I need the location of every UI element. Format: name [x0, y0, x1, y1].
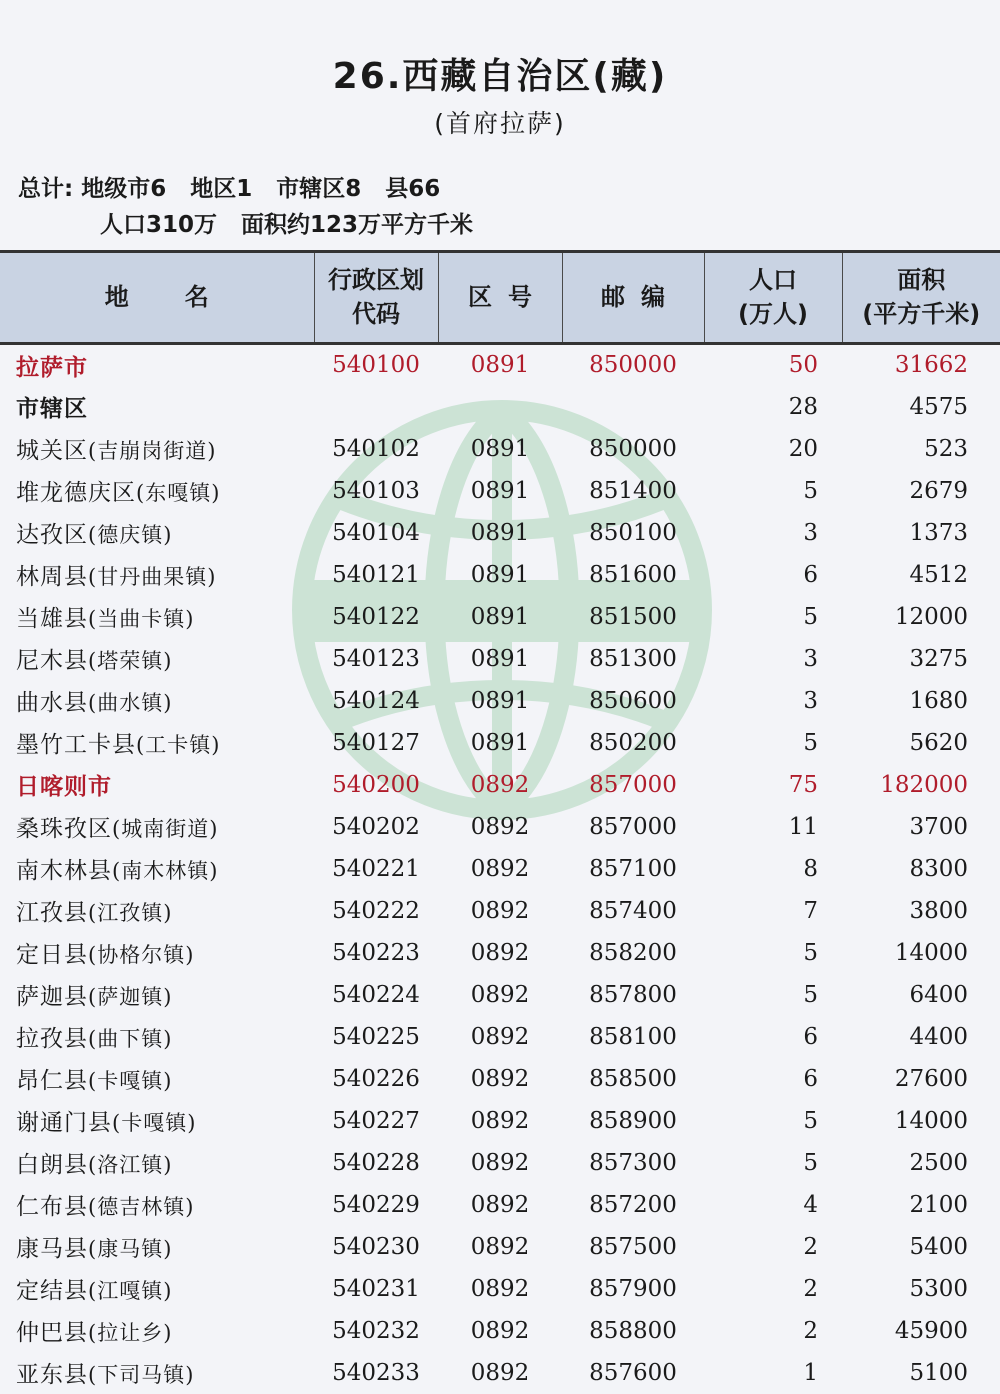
pop-cell: 3 — [803, 687, 818, 714]
area-code-cell: 0892 — [470, 939, 530, 966]
seat-location: (下司马镇) — [88, 1363, 195, 1387]
pop-cell: 6 — [803, 1065, 818, 1092]
pop-cell: 11 — [788, 813, 818, 840]
area-cell: 5620 — [909, 729, 968, 756]
admin-code-cell: 540102 — [332, 435, 420, 462]
place-name-text: 城关区 — [16, 438, 88, 464]
seat-location: (吉崩岗街道) — [88, 439, 217, 463]
post-cell: 850100 — [589, 519, 677, 546]
place-name-text: 拉萨市 — [16, 354, 88, 381]
place-name-text: 南木林县 — [16, 858, 112, 884]
area-cell: 182000 — [880, 771, 968, 798]
place-name-text: 萨迦县 — [16, 984, 88, 1010]
seat-location: (协格尔镇) — [88, 943, 195, 967]
admin-code-cell: 540230 — [332, 1233, 420, 1260]
place-name — [0, 1226, 314, 1268]
table-row — [0, 428, 1000, 470]
pop-cell: 20 — [788, 435, 818, 462]
area-code-cell: 0892 — [470, 1023, 530, 1050]
place-name — [0, 470, 314, 512]
place-name — [0, 680, 314, 722]
post-cell: 857400 — [589, 897, 677, 924]
admin-code-cell: 540231 — [332, 1275, 420, 1302]
place-name — [0, 1184, 314, 1226]
post-cell: 858500 — [589, 1065, 677, 1092]
post-cell: 858800 — [589, 1317, 677, 1344]
seat-location: (甘丹曲果镇) — [88, 565, 217, 589]
admin-code-cell: 540224 — [332, 981, 420, 1008]
post-cell: 858100 — [589, 1023, 677, 1050]
admin-code-cell: 540226 — [332, 1065, 420, 1092]
post-cell: 857600 — [589, 1359, 677, 1386]
table-row — [0, 806, 1000, 848]
table-row — [0, 1310, 1000, 1352]
table-row — [0, 1268, 1000, 1310]
place-name — [0, 974, 314, 1016]
column-header-area-code: 区号 — [438, 252, 562, 344]
area-code-cell: 0891 — [470, 603, 530, 630]
area-cell: 5400 — [909, 1233, 968, 1260]
area-code-cell: 0892 — [470, 813, 530, 840]
place-name — [0, 932, 314, 974]
admin-code-cell: 540104 — [332, 519, 420, 546]
pop-cell: 6 — [803, 561, 818, 588]
table-row — [0, 638, 1000, 680]
seat-location: (拉让乡) — [88, 1321, 173, 1345]
column-header-postcode: 邮编 — [562, 252, 704, 344]
table-row — [0, 932, 1000, 974]
pop-cell: 2 — [803, 1275, 818, 1302]
table-row — [0, 1100, 1000, 1142]
admin-code-cell: 540228 — [332, 1149, 420, 1176]
area-cell: 14000 — [894, 939, 968, 966]
seat-location: (洛江镇) — [88, 1153, 173, 1177]
table-row — [0, 1016, 1000, 1058]
place-name — [0, 1352, 314, 1394]
admin-code-cell: 540233 — [332, 1359, 420, 1386]
seat-location: (工卡镇) — [136, 733, 221, 757]
seat-location: (德庆镇) — [88, 523, 173, 547]
area-cell: 2679 — [909, 477, 968, 504]
post-cell: 857200 — [589, 1191, 677, 1218]
admin-code-cell: 540200 — [332, 771, 420, 798]
area-cell: 2500 — [909, 1149, 968, 1176]
area-code-cell: 0891 — [470, 435, 530, 462]
post-cell: 857100 — [589, 855, 677, 882]
seat-location: (卡嘎镇) — [112, 1111, 197, 1135]
admin-code-cell: 540122 — [332, 603, 420, 630]
seat-location: (塔荣镇) — [88, 649, 173, 673]
area-code-cell: 0891 — [470, 352, 530, 379]
area-cell: 3275 — [909, 645, 968, 672]
post-cell — [562, 386, 704, 428]
seat-location: (曲下镇) — [88, 1027, 173, 1051]
city-row — [0, 764, 1000, 806]
pop-cell: 5 — [803, 729, 818, 756]
pop-cell: 75 — [788, 771, 818, 798]
pop-cell: 2 — [803, 1233, 818, 1260]
pop-cell: 3 — [803, 645, 818, 672]
place-name — [0, 596, 314, 638]
place-name-text: 康马县 — [16, 1236, 88, 1262]
area-code-cell: 0892 — [470, 1191, 530, 1218]
place-name-text: 昂仁县 — [16, 1068, 88, 1094]
area-code-cell: 0892 — [470, 1275, 530, 1302]
column-header-name: 地名 — [0, 252, 314, 344]
admin-code-cell: 540121 — [332, 561, 420, 588]
admin-code-cell: 540123 — [332, 645, 420, 672]
table-header-row — [0, 252, 1000, 344]
area-cell: 45900 — [894, 1317, 968, 1344]
table-row — [0, 1142, 1000, 1184]
area-cell: 5100 — [909, 1359, 968, 1386]
table-row — [0, 974, 1000, 1016]
post-cell: 851600 — [589, 561, 677, 588]
post-cell: 850000 — [589, 352, 677, 379]
page-title: 26.西藏自治区(藏) — [332, 56, 668, 97]
table-row — [0, 722, 1000, 764]
place-name — [0, 1016, 314, 1058]
place-name — [0, 890, 314, 932]
area-code-cell: 0892 — [470, 771, 530, 798]
pop-cell: 5 — [803, 939, 818, 966]
area-cell: 8300 — [909, 855, 968, 882]
post-cell: 850200 — [589, 729, 677, 756]
summary-line-1: 总计: 地级市6 地区1 市辖区8 县66 — [18, 176, 441, 202]
area-cell: 4512 — [909, 561, 968, 588]
area-cell: 3700 — [909, 813, 968, 840]
place-name-text: 仲巴县 — [16, 1320, 88, 1346]
pop-cell: 50 — [788, 352, 818, 379]
table-row — [0, 890, 1000, 932]
place-name-text: 拉孜县 — [16, 1026, 88, 1052]
post-cell: 857900 — [589, 1275, 677, 1302]
area-code-cell: 0892 — [470, 1107, 530, 1134]
area-cell: 4575 — [909, 393, 968, 420]
area-code-cell: 0891 — [470, 477, 530, 504]
table-row — [0, 470, 1000, 512]
post-cell: 858200 — [589, 939, 677, 966]
city-row — [0, 344, 1000, 386]
area-cell: 4400 — [909, 1023, 968, 1050]
post-cell: 851300 — [589, 645, 677, 672]
place-name-text: 市辖区 — [16, 396, 88, 422]
area-cell: 14000 — [894, 1107, 968, 1134]
admin-code-cell: 540100 — [332, 352, 420, 379]
area-cell: 6400 — [909, 981, 968, 1008]
pop-cell: 4 — [803, 1191, 818, 1218]
post-cell: 857000 — [589, 771, 677, 798]
place-name-text: 定日县 — [16, 942, 88, 968]
place-name — [0, 638, 314, 680]
admin-code-cell: 540229 — [332, 1191, 420, 1218]
page-subtitle: (首府拉萨) — [434, 109, 566, 138]
area-code-cell: 0891 — [470, 729, 530, 756]
admin-code-cell: 540223 — [332, 939, 420, 966]
post-cell: 857000 — [589, 813, 677, 840]
place-name — [0, 848, 314, 890]
place-name — [0, 512, 314, 554]
seat-location: (曲水镇) — [88, 691, 173, 715]
seat-location: (德吉林镇) — [88, 1195, 195, 1219]
place-name-text: 亚东县 — [16, 1362, 88, 1388]
area-code-cell: 0892 — [470, 1317, 530, 1344]
area-code-cell: 0891 — [470, 645, 530, 672]
place-name — [0, 344, 314, 386]
seat-location: (当曲卡镇) — [88, 607, 195, 631]
post-cell: 851400 — [589, 477, 677, 504]
pop-cell: 5 — [803, 1149, 818, 1176]
table-row — [0, 1058, 1000, 1100]
area-code-cell: 0892 — [470, 1359, 530, 1386]
admin-code-cell — [314, 386, 438, 428]
column-header-area: 面积 (平方千米) — [842, 252, 1000, 344]
post-cell: 857500 — [589, 1233, 677, 1260]
place-name-text: 谢通门县 — [16, 1110, 112, 1136]
column-header-code: 行政区划 代码 — [314, 252, 438, 344]
division-table — [0, 250, 1000, 1394]
place-name-text: 尼木县 — [16, 648, 88, 674]
area-cell: 1680 — [909, 687, 968, 714]
table-row — [0, 1352, 1000, 1394]
place-name-text: 桑珠孜区 — [16, 816, 112, 842]
pop-cell: 6 — [803, 1023, 818, 1050]
area-code-cell: 0892 — [470, 897, 530, 924]
pop-cell: 5 — [803, 981, 818, 1008]
area-cell: 2100 — [909, 1191, 968, 1218]
place-name — [0, 1058, 314, 1100]
admin-code-cell: 540222 — [332, 897, 420, 924]
area-code-cell: 0892 — [470, 1065, 530, 1092]
table-row — [0, 554, 1000, 596]
post-cell: 850000 — [589, 435, 677, 462]
place-name — [0, 428, 314, 470]
pop-cell: 5 — [803, 603, 818, 630]
area-cell: 3800 — [909, 897, 968, 924]
seat-location: (江嘎镇) — [88, 1279, 173, 1303]
place-name — [0, 554, 314, 596]
column-header-population: 人口 (万人) — [704, 252, 842, 344]
area-code-cell: 0891 — [470, 561, 530, 588]
pop-cell: 5 — [803, 477, 818, 504]
admin-code-cell: 540202 — [332, 813, 420, 840]
area-cell: 12000 — [894, 603, 968, 630]
place-name — [0, 1142, 314, 1184]
place-name-text: 仁布县 — [16, 1194, 88, 1220]
area-code-cell — [438, 386, 562, 428]
place-name — [0, 806, 314, 848]
area-code-cell: 0892 — [470, 1149, 530, 1176]
place-name-text: 墨竹工卡县 — [16, 732, 136, 758]
post-cell: 857800 — [589, 981, 677, 1008]
post-cell: 858900 — [589, 1107, 677, 1134]
place-name-text: 达孜区 — [16, 522, 88, 548]
table-row — [0, 1184, 1000, 1226]
pop-cell: 2 — [803, 1317, 818, 1344]
place-name — [0, 1100, 314, 1142]
place-name-text: 白朗县 — [16, 1152, 88, 1178]
admin-code-cell: 540103 — [332, 477, 420, 504]
district-row — [0, 386, 1000, 428]
place-name — [0, 1310, 314, 1352]
table-row — [0, 848, 1000, 890]
pop-cell: 5 — [803, 1107, 818, 1134]
table-row — [0, 512, 1000, 554]
pop-cell: 1 — [803, 1359, 818, 1386]
post-cell: 850600 — [589, 687, 677, 714]
place-name-text: 林周县 — [16, 564, 88, 590]
place-name-text: 曲水县 — [16, 690, 88, 716]
area-cell: 5300 — [909, 1275, 968, 1302]
place-name — [0, 1268, 314, 1310]
seat-location: (南木林镇) — [112, 859, 219, 883]
seat-location: (康马镇) — [88, 1237, 173, 1261]
place-name — [0, 722, 314, 764]
area-cell: 31662 — [894, 352, 968, 379]
place-name-text: 江孜县 — [16, 900, 88, 926]
area-cell: 27600 — [894, 1065, 968, 1092]
seat-location: (城南街道) — [112, 817, 219, 841]
area-code-cell: 0892 — [470, 1233, 530, 1260]
seat-location: (东嘎镇) — [136, 481, 221, 505]
seat-location: (江孜镇) — [88, 901, 173, 925]
post-cell: 851500 — [589, 603, 677, 630]
pop-cell: 7 — [803, 897, 818, 924]
place-name-text: 当雄县 — [16, 606, 88, 632]
place-name-text: 定结县 — [16, 1278, 88, 1304]
area-code-cell: 0892 — [470, 855, 530, 882]
table-row — [0, 680, 1000, 722]
pop-cell: 8 — [803, 855, 818, 882]
admin-code-cell: 540232 — [332, 1317, 420, 1344]
place-name-text: 日喀则市 — [16, 774, 112, 800]
area-cell: 523 — [924, 435, 968, 462]
place-name — [0, 764, 314, 806]
table-row — [0, 1226, 1000, 1268]
table-row — [0, 596, 1000, 638]
pop-cell: 3 — [803, 519, 818, 546]
admin-code-cell: 540227 — [332, 1107, 420, 1134]
page-header — [0, 0, 1000, 250]
post-cell: 857300 — [589, 1149, 677, 1176]
area-code-cell: 0892 — [470, 981, 530, 1008]
place-name — [0, 386, 314, 428]
pop-cell: 28 — [788, 393, 818, 420]
area-code-cell: 0891 — [470, 519, 530, 546]
area-code-cell: 0891 — [470, 687, 530, 714]
place-name-text: 堆龙德庆区 — [16, 480, 136, 506]
seat-location: (萨迦镇) — [88, 985, 173, 1009]
admin-code-cell: 540127 — [332, 729, 420, 756]
seat-location: (卡嘎镇) — [88, 1069, 173, 1093]
admin-code-cell: 540225 — [332, 1023, 420, 1050]
admin-code-cell: 540124 — [332, 687, 420, 714]
area-cell: 1373 — [909, 519, 968, 546]
summary-line-2: 人口310万 面积约123万平方千米 — [100, 212, 474, 238]
admin-code-cell: 540221 — [332, 855, 420, 882]
